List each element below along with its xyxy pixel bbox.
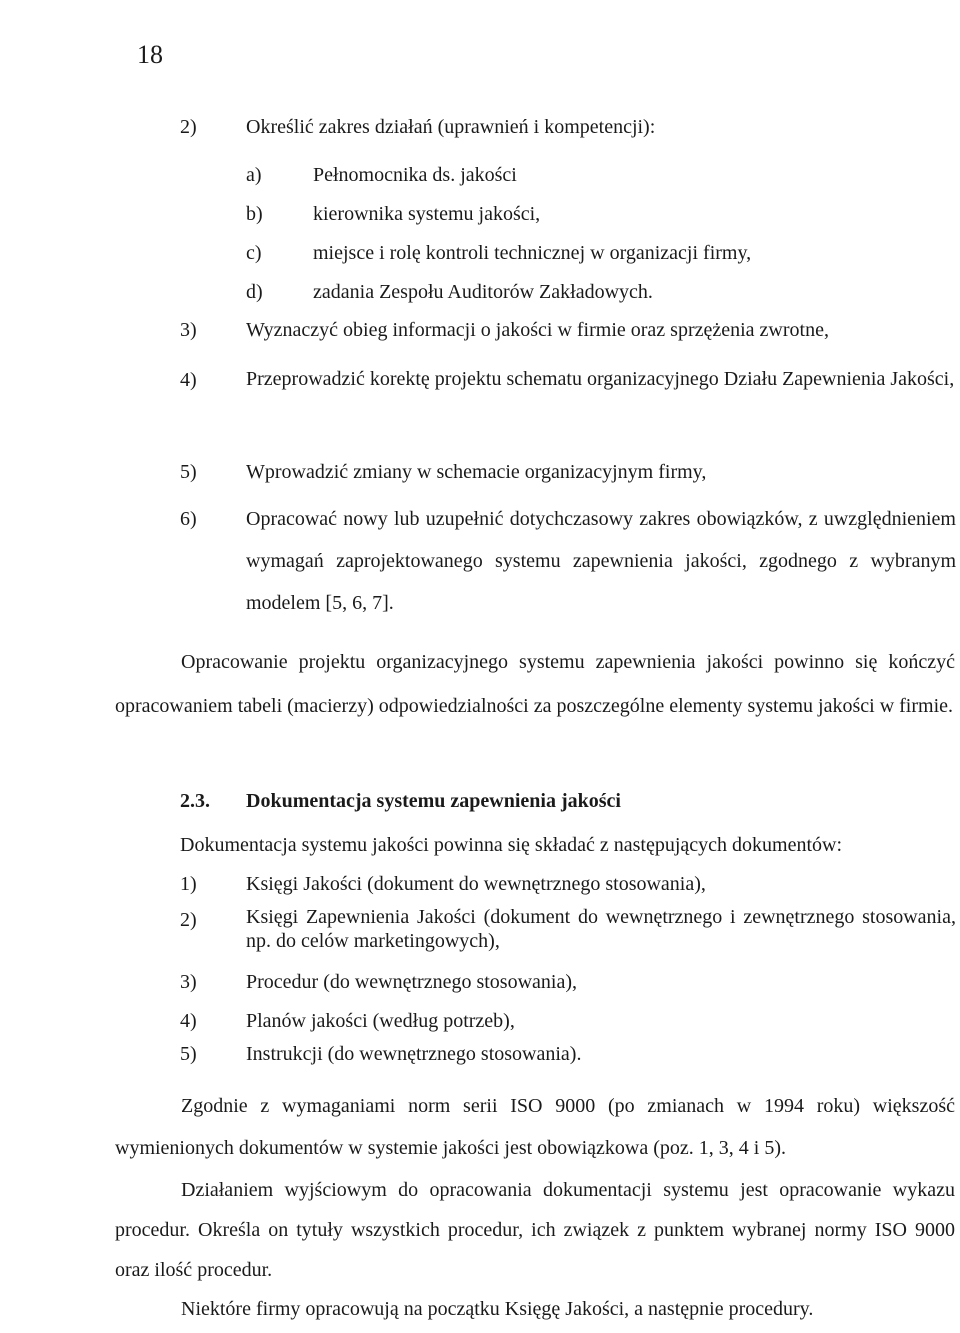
sublist-item-letter: b) xyxy=(246,203,263,225)
list-item-text: Księgi Jakości (dokument do wewnętrznego stosowania), xyxy=(246,873,706,895)
list-item-text: Wyznaczyć obieg informacji o jakości w firmie oraz sprzężenia zwrotne, xyxy=(246,319,829,341)
section-number: 2.3. xyxy=(180,790,210,812)
sublist-item-text: miejsce i rolę kontroli technicznej w organizacji firmy, xyxy=(313,242,752,264)
list-item-text: Opracować nowy lub uzupełnić dotychczasowy zakres obowiązków, z uwzględnieniem wymagań zaprojektowanego systemu zapewnienia jakości, zgodnego z wybranym modelem [5, 6, 7]. xyxy=(246,508,956,614)
list-item-text: Określić zakres działań (uprawnień i kompetencji): xyxy=(246,116,656,138)
sublist-item-letter: a) xyxy=(246,164,262,186)
list-item-number: 1) xyxy=(180,873,197,895)
section-intro: Dokumentacja systemu jakości powinna się składać z następujących dokumentów: xyxy=(180,834,843,856)
list-item-number: 3) xyxy=(180,319,197,341)
list-item-text: Księgi Zapewnienia Jakości (dokument do wewnętrznego i zewnętrznego stosowania, np. do celów marketingowych), xyxy=(246,906,956,952)
page-number: 18 xyxy=(137,40,163,69)
list-item-text: Planów jakości (według potrzeb), xyxy=(246,1010,515,1032)
list-item-number: 2) xyxy=(180,909,197,931)
list-item-text: Wprowadzić zmiany w schemacie organizacyjnym firmy, xyxy=(246,461,707,483)
sublist-item-letter: d) xyxy=(246,281,263,303)
sublist-item-text: Pełnomocnika ds. jakości xyxy=(313,164,517,186)
list-item-number: 4) xyxy=(180,369,197,391)
list-item-number: 4) xyxy=(180,1010,197,1032)
sublist-item-text: zadania Zespołu Auditorów Zakładowych. xyxy=(313,281,653,303)
paragraph: Opracowanie projektu organizacyjnego systemu zapewnienia jakości powinno się kończyć opracowaniem tabeli (macierzy) odpowiedzialności za poszczególne elementy systemu jakości w firmie. xyxy=(115,651,955,717)
paragraph: Zgodnie z wymaganiami norm serii ISO 9000 (po zmianach w 1994 roku) większość wymienionych dokumentów w systemie jakości jest obowiązkowa (poz. 1, 3, 4 i 5). xyxy=(115,1095,955,1159)
list-item-text: Instrukcji (do wewnętrznego stosowania). xyxy=(246,1043,582,1065)
section-title: Dokumentacja systemu zapewnienia jakości xyxy=(246,790,621,812)
list-item-number: 3) xyxy=(180,971,197,993)
list-item-number: 2) xyxy=(180,116,197,138)
list-item-number: 5) xyxy=(180,461,197,483)
list-item-text: Procedur (do wewnętrznego stosowania), xyxy=(246,971,578,993)
list-item-text: Przeprowadzić korektę projektu schematu organizacyjnego Działu Zapewnienia Jakości, xyxy=(246,368,955,390)
paragraph: Działaniem wyjściowym do opracowania dokumentacji systemu jest opracowanie wykazu procedur. Określa on tytuły wszystkich procedur, ich związek z punktem wybranej normy ISO 9000 oraz ilość procedur. xyxy=(115,1179,955,1281)
list-item-number: 6) xyxy=(180,508,197,530)
list-item-number: 5) xyxy=(180,1043,197,1065)
sublist-item-letter: c) xyxy=(246,242,262,264)
sublist-item-text: kierownika systemu jakości, xyxy=(313,203,541,225)
paragraph: Niektóre firmy opracowują na początku Księgę Jakości, a następnie procedury. xyxy=(181,1298,814,1320)
